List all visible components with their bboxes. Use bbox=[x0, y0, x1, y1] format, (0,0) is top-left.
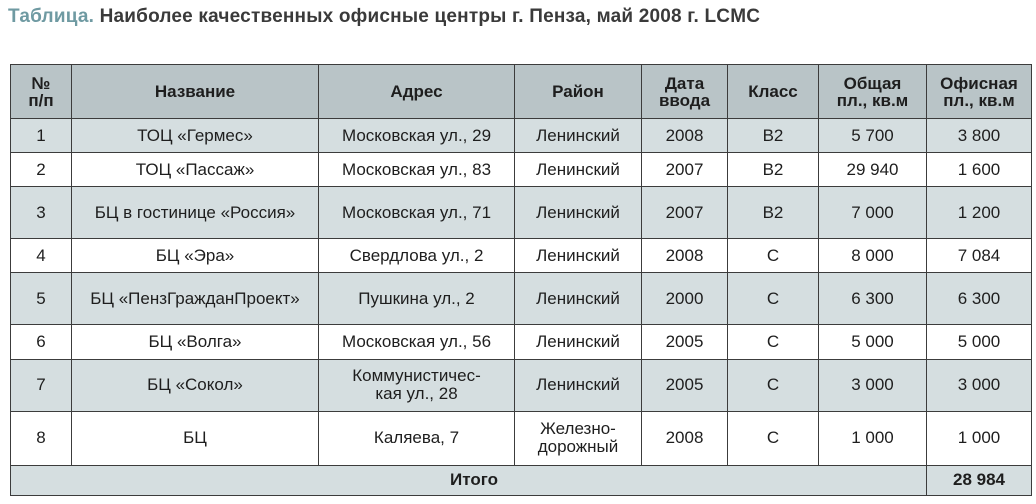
header-class bbox=[728, 65, 819, 119]
cell-class: В2 bbox=[728, 153, 819, 187]
cell-district-line: Железно- bbox=[540, 419, 616, 439]
cell-class: В2 bbox=[728, 119, 819, 153]
total-label: Итого bbox=[11, 465, 927, 495]
cell-district-line: Ленинский bbox=[536, 125, 620, 145]
header-line: ввода bbox=[658, 90, 711, 110]
header-line: пл., кв.м bbox=[836, 90, 909, 110]
cell-address bbox=[319, 153, 515, 187]
header-line: Общая bbox=[843, 73, 902, 93]
cell-total-area: 7 000 bbox=[819, 187, 927, 239]
header-line: пл., кв.м bbox=[943, 90, 1015, 110]
cell-district bbox=[515, 239, 642, 273]
table-row bbox=[11, 325, 1032, 359]
cell-address-line: Московская ул., 83 bbox=[341, 159, 492, 179]
cell-total-area: 8 000 bbox=[819, 239, 927, 273]
table-row bbox=[11, 119, 1032, 153]
cell-total-area: 29 940 bbox=[819, 153, 927, 187]
cell-office-area: 5 000 bbox=[927, 325, 1032, 359]
cell-num: 2 bbox=[11, 153, 72, 187]
cell-district bbox=[515, 411, 642, 465]
table-row bbox=[11, 239, 1032, 273]
cell-office-area: 3 800 bbox=[927, 119, 1032, 153]
cell-year: 2005 bbox=[642, 359, 728, 411]
cell-district bbox=[515, 359, 642, 411]
header-line: № bbox=[31, 73, 51, 93]
cell-address bbox=[319, 119, 515, 153]
cell-office-area: 1 000 bbox=[927, 411, 1032, 465]
cell-name: ТОЦ «Пассаж» bbox=[72, 153, 319, 187]
cell-total-area: 5 700 bbox=[819, 119, 927, 153]
cell-address-line: Свердлова ул., 2 bbox=[349, 245, 484, 265]
header-district bbox=[515, 65, 642, 119]
table-row bbox=[11, 411, 1032, 465]
caption-title: Наиболее качественных офисные центры г. Пенза, май 2008 г. LCMC bbox=[99, 6, 761, 27]
cell-year: 2008 bbox=[642, 411, 728, 465]
cell-class: С bbox=[728, 273, 819, 325]
cell-total-area: 3 000 bbox=[819, 359, 927, 411]
cell-class: С bbox=[728, 411, 819, 465]
cell-address bbox=[319, 273, 515, 325]
cell-year: 2007 bbox=[642, 187, 728, 239]
cell-address bbox=[319, 187, 515, 239]
cell-name: БЦ «ПензГражданПроект» bbox=[72, 273, 319, 325]
header-office-area bbox=[927, 65, 1032, 119]
header-line: Адрес bbox=[390, 82, 443, 101]
cell-num: 1 bbox=[11, 119, 72, 153]
cell-district-line: Ленинский bbox=[536, 245, 620, 265]
cell-class: В2 bbox=[728, 187, 819, 239]
cell-name: ТОЦ «Гермес» bbox=[72, 119, 319, 153]
cell-address-line: Коммунистичес- bbox=[352, 366, 481, 386]
header-line: п/п bbox=[28, 90, 54, 110]
cell-office-area: 1 600 bbox=[927, 153, 1032, 187]
cell-name: БЦ «Сокол» bbox=[72, 359, 319, 411]
table-caption bbox=[8, 6, 760, 28]
cell-name: БЦ в гостинице «Россия» bbox=[72, 187, 319, 239]
header-line: Класс bbox=[748, 82, 798, 101]
cell-class: С bbox=[728, 359, 819, 411]
cell-num: 7 bbox=[11, 359, 72, 411]
cell-num: 3 bbox=[11, 187, 72, 239]
cell-num: 5 bbox=[11, 273, 72, 325]
cell-address-line: Пушкина ул., 2 bbox=[358, 288, 475, 308]
cell-office-area: 7 084 bbox=[927, 239, 1032, 273]
cell-district-line: Ленинский bbox=[536, 159, 620, 179]
table-body bbox=[11, 119, 1032, 496]
cell-class: С bbox=[728, 325, 819, 359]
header-address bbox=[319, 65, 515, 119]
header-num bbox=[11, 65, 72, 119]
cell-district-line: Ленинский bbox=[536, 288, 620, 308]
cell-total-area: 6 300 bbox=[819, 273, 927, 325]
cell-office-area: 1 200 bbox=[927, 187, 1032, 239]
header-line: Район bbox=[552, 82, 604, 101]
cell-num: 6 bbox=[11, 325, 72, 359]
header-line: Офисная bbox=[940, 73, 1018, 93]
cell-district-line: Ленинский bbox=[536, 332, 620, 352]
table-row bbox=[11, 153, 1032, 187]
cell-num: 4 bbox=[11, 239, 72, 273]
office-centers-table bbox=[10, 64, 1032, 496]
table-row bbox=[11, 187, 1032, 239]
cell-district bbox=[515, 119, 642, 153]
cell-name: БЦ «Эра» bbox=[72, 239, 319, 273]
total-office-area: 28 984 bbox=[927, 465, 1032, 495]
cell-total-area: 5 000 bbox=[819, 325, 927, 359]
cell-district-line: Ленинский bbox=[536, 375, 620, 395]
cell-year: 2005 bbox=[642, 325, 728, 359]
cell-address bbox=[319, 411, 515, 465]
cell-address-line: Каляева, 7 bbox=[373, 428, 460, 448]
table-row bbox=[11, 273, 1032, 325]
header-total-area bbox=[819, 65, 927, 119]
table-row bbox=[11, 359, 1032, 411]
header-row bbox=[11, 65, 1032, 119]
cell-office-area: 6 300 bbox=[927, 273, 1032, 325]
caption-label: Таблица. bbox=[8, 6, 95, 27]
cell-address-line: Московская ул., 29 bbox=[341, 125, 492, 145]
cell-address bbox=[319, 325, 515, 359]
total-row bbox=[11, 465, 1032, 495]
header-name bbox=[72, 65, 319, 119]
cell-year: 2008 bbox=[642, 239, 728, 273]
cell-address-line: кая ул., 28 bbox=[375, 384, 458, 404]
cell-address bbox=[319, 359, 515, 411]
cell-class: С bbox=[728, 239, 819, 273]
cell-year: 2007 bbox=[642, 153, 728, 187]
cell-district bbox=[515, 153, 642, 187]
cell-office-area: 3 000 bbox=[927, 359, 1032, 411]
header-line: Название bbox=[154, 82, 236, 101]
cell-district bbox=[515, 273, 642, 325]
cell-year: 2008 bbox=[642, 119, 728, 153]
cell-district bbox=[515, 325, 642, 359]
header-year bbox=[642, 65, 728, 119]
cell-district bbox=[515, 187, 642, 239]
cell-name: БЦ «Волга» bbox=[72, 325, 319, 359]
cell-name: БЦ bbox=[72, 411, 319, 465]
cell-num: 8 bbox=[11, 411, 72, 465]
header-line: Дата bbox=[664, 73, 705, 93]
cell-total-area: 1 000 bbox=[819, 411, 927, 465]
cell-address-line: Московская ул., 71 bbox=[341, 202, 492, 222]
cell-year: 2000 bbox=[642, 273, 728, 325]
cell-address bbox=[319, 239, 515, 273]
cell-district-line: дорожный bbox=[537, 437, 619, 457]
cell-district-line: Ленинский bbox=[536, 202, 620, 222]
cell-address-line: Московская ул., 56 bbox=[341, 332, 492, 352]
